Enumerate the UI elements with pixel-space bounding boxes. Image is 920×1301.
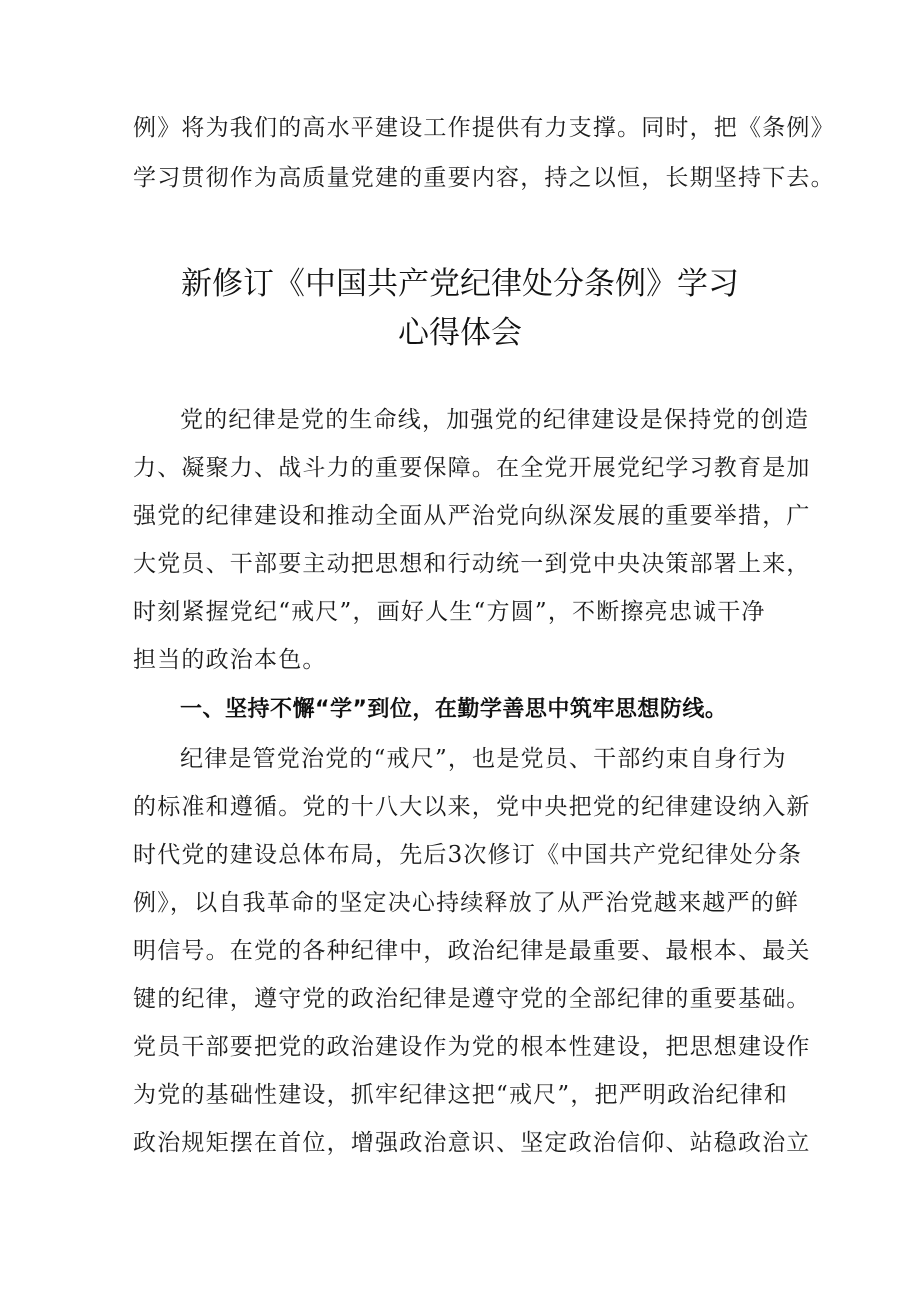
section-line-5: 明信号。在党的各种纪律中，政治纪律是最重要、最根本、最关: [133, 938, 811, 964]
intro-line-2: 力、凝聚力、战斗力的重要保障。在全党开展党纪学习教育是加: [133, 455, 811, 481]
intro-line-6: 担当的政治本色。: [133, 647, 327, 673]
section-line-3: 时代党的建设总体布局，先后3次修订《中国共产党纪律处分条: [133, 842, 803, 868]
section-line-6: 键的纪律，遵守党的政治纪律是遵守党的全部纪律的重要基础。: [133, 986, 811, 1012]
section-line-7: 党员干部要把党的政治建设作为党的根本性建设，把思想建设作: [133, 1034, 811, 1060]
intro-line-4: 大党员、干部要主动把思想和行动统一到党中央决策部署上来，: [133, 551, 811, 577]
section-heading: 一、坚持不懈“学”到位，在勤学善思中筑牢思想防线。: [180, 697, 728, 722]
section-line-4: 例》，以自我革命的坚定决心持续释放了从严治党越来越严的鲜: [133, 890, 800, 916]
continuation-line-2: 学习贯彻作为高质量党建的重要内容，持之以恒，长期坚持下去。: [133, 165, 835, 191]
continuation-line-1: 例》将为我们的高水平建设工作提供有力支撑。同时，把《条例》: [133, 115, 835, 141]
section-line-1: 纪律是管党治党的“戒尺”，也是党员、干部约束自身行为: [180, 746, 787, 772]
title-line-1: 新修订《中国共产党纪律处分条例》学习: [181, 266, 739, 302]
title-line-2: 心得体会: [398, 315, 522, 351]
section-line-9: 政治规矩摆在首位，增强政治意识、坚定政治信仰、站稳政治立: [133, 1130, 811, 1156]
section-line-8: 为党的基础性建设，抓牢纪律这把“戒尺”，把严明政治纪律和: [133, 1082, 789, 1108]
intro-line-3: 强党的纪律建设和推动全面从严治党向纵深发展的重要举措，广: [133, 503, 811, 529]
intro-line-5: 时刻紧握党纪“戒尺”，画好人生“方圆”，不断擦亮忠诚干净: [133, 599, 766, 625]
section-line-2: 的标准和遵循。党的十八大以来，党中央把党的纪律建设纳入新: [133, 794, 811, 820]
intro-line-1: 党的纪律是党的生命线，加强党的纪律建设是保持党的创造: [180, 407, 810, 433]
